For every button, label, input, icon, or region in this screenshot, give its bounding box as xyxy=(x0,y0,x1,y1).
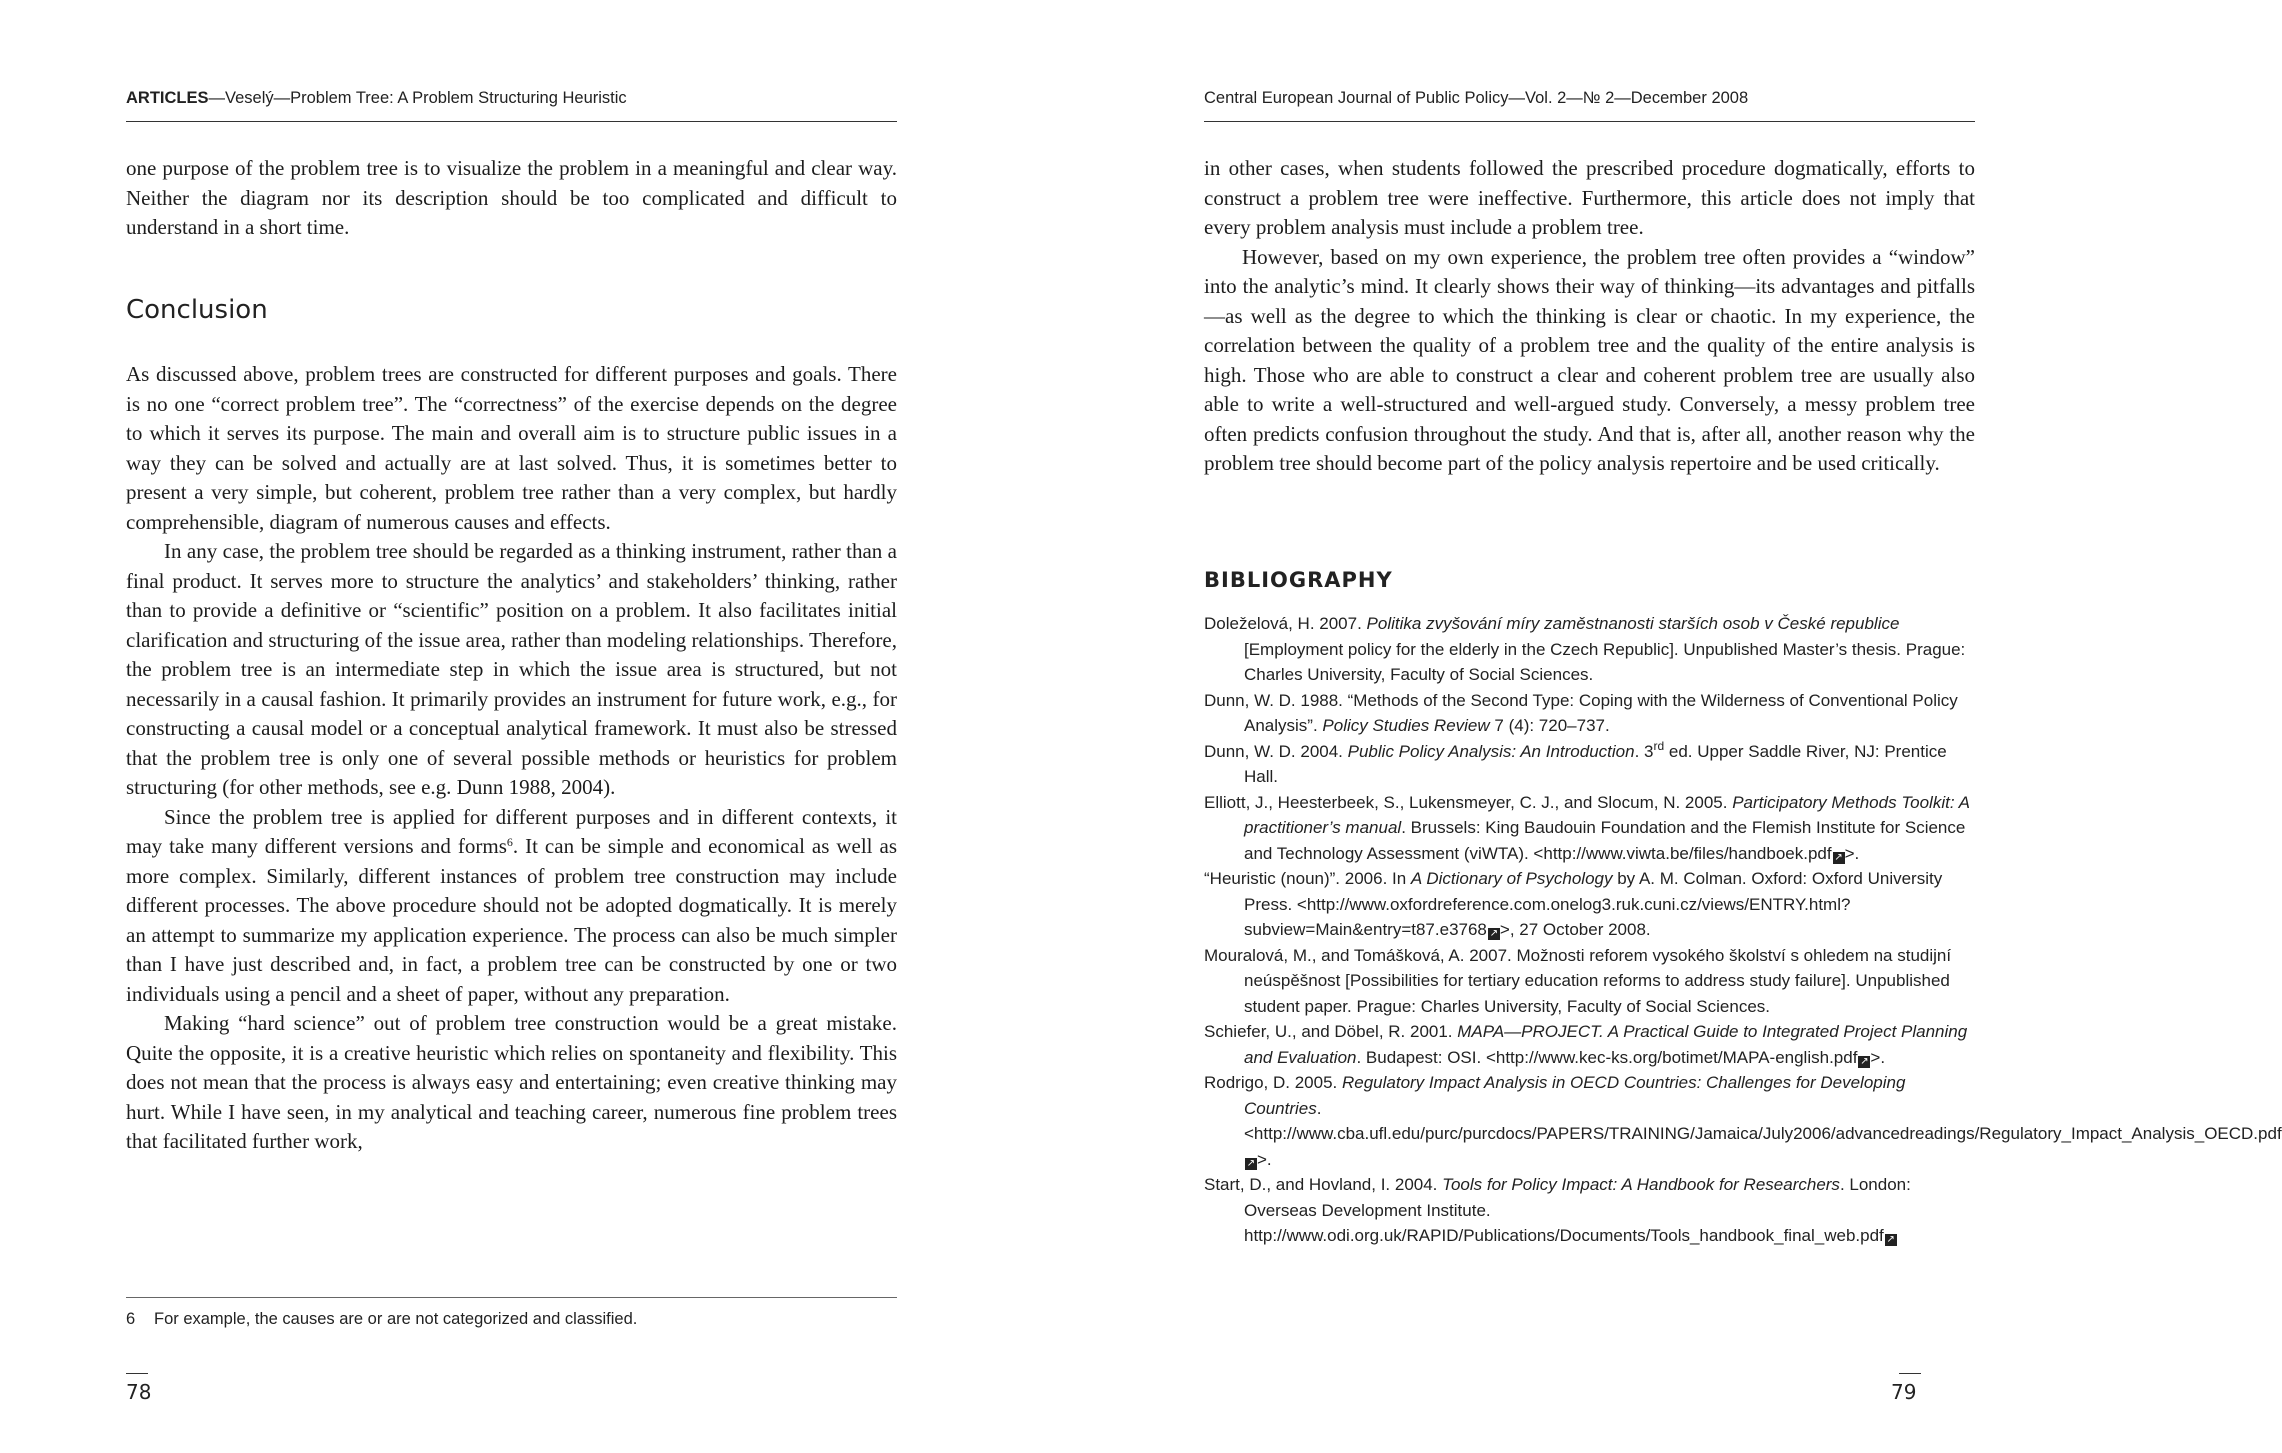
intro-paragraph: one purpose of the problem tree is to visualize the problem in a meaningful and clear way. Neither the diagram nor its description should be too complicated and difficult to understand in a short time. xyxy=(126,156,897,239)
conclusion-heading-wrap xyxy=(126,295,897,325)
bibliography-entry xyxy=(1204,1019,1975,1070)
right-page xyxy=(1024,0,2282,1453)
entry-text: Rodrigo, D. 2005. xyxy=(1204,1073,1342,1092)
external-link-icon[interactable]: ↗ xyxy=(1834,851,1843,863)
entry-text: 7 (4): 720–737. xyxy=(1489,716,1610,735)
entry-title: Public Policy Analysis: An Introduction xyxy=(1347,741,1635,761)
continued-body xyxy=(1204,154,1975,479)
external-link-icon[interactable]: ↗ xyxy=(1489,928,1499,939)
bibliography-entry xyxy=(1204,943,1975,1020)
entry-text: Mouralová, M., and Tomášková, A. 2007. Možnosti reforem vysokého školství s ohledem na studijní neúspěšnost [Possibilities for tertiary education reforms to address study failure]. Unpublished student paper. Prague: Charles University, Faculty of Social Sciences. xyxy=(1204,945,1952,1016)
entry-text: >. xyxy=(1844,843,1860,863)
bibliography xyxy=(1204,611,2282,1249)
entry-text: . <http://www.cba.ufl.edu/purc/purcdocs/PAPERS/TRAINING/Jamaica/July2006/advancedreadings/Regulatory_Impact_Analysis_OECD.pdf xyxy=(1244,1098,2282,1143)
intro-text xyxy=(126,154,897,243)
entry-text: Elliott, J., Heesterbeek, S., Lukensmeyer, C. J., and Slocum, N. 2005. xyxy=(1204,792,1733,812)
entry-title: Tools for Policy Impact: A Handbook for Researchers xyxy=(1442,1175,1840,1194)
bibliography-entry xyxy=(1204,866,1975,943)
left-page xyxy=(0,0,1024,1453)
paragraph: Making “hard science” out of problem tree construction would be a great mistake. Quite the opposite, it is a creative heuristic which relies on spontaneity and flexibility. This does not mean that the process is always easy and entertaining; even creative thinking may hurt. While I have seen, in my analytical and teaching career, numerous fine problem trees that facilitated further work, xyxy=(126,1011,897,1153)
entry-text: >. xyxy=(1257,1149,1272,1169)
paragraph-with-footnote xyxy=(126,803,897,1010)
bibliography-entry xyxy=(1204,688,1975,739)
entry-title: Participatory Methods Toolkit: A practitioner’s manual xyxy=(1244,792,1970,837)
bibliography-entry xyxy=(1204,611,1975,688)
external-link-icon[interactable]: ↗ xyxy=(1886,1234,1895,1245)
bibliography-entry xyxy=(1204,1172,1975,1249)
entry-text: Start, D., and Hovland, I. 2004. xyxy=(1204,1175,1443,1194)
footnote-text: For example, the causes are or are not categorized and classified. xyxy=(154,1310,638,1328)
entry-text: . Budapest: OSI. <http://www.kec-ks.org/botimet/MAPA-english.pdf xyxy=(1356,1047,1858,1067)
entry-text: . London: Overseas Development Institute. http://www.odi.org.uk/RAPID/Publications/Documents/Tools_handbook_final_web.pdf xyxy=(1244,1175,1911,1245)
paragraph: However, based on my own experience, the problem tree often provides a “window” into the analytic’s mind. It clearly shows their way of thinking—its advantages and pitfalls—as well as the degree to which the thinking is clear or chaotic. In my experience, the correlation between the quality of a problem tree and the quality of the entire analysis is high. Those who are able to construct a clear and coherent problem tree are usually also able to write a well-structured and well-argued study. Conversely, a messy problem tree often predicts confusion throughout the study. And that is, after all, another reason why the problem tree should become part of the policy analysis repertoire and be used critically. xyxy=(1204,244,1975,475)
entry-text: Schiefer, U., and Döbel, R. 2001. xyxy=(1204,1022,1458,1041)
entry-text: Dunn, W. D. 2004. xyxy=(1204,741,1348,761)
entry-text: . Brussels: King Baudouin Foundation and the Flemish Institute for Science and Technology Assessment (viWTA). <http://www.viwta.be/files/handboek.pdf xyxy=(1244,818,1966,863)
ordinal-suffix: rd xyxy=(1653,738,1665,753)
paragraph: In any case, the problem tree should be regarded as a thinking instrument, rather than a final product. It serves more to structure the analytics’ and stakeholders’ thinking, rather than to provide a definitive or “scientific” position on a problem. It also facilitates initial clarification and structuring of the issue area, rather than modeling relationships. Therefore, the problem tree is an intermediate step in which the issue area is structured, but not necessarily in a causal fashion. It primarily provides an instrument for future work, e.g., for constructing a causal model or a conceptual analytical framework. It must also be stressed that the problem tree is only one of several possible methods or heuristics for problem structuring (for other methods, see e.g. Dunn 1988, 2004). xyxy=(126,539,897,799)
bibliography-entry xyxy=(1204,790,1975,867)
folio-rule xyxy=(1899,1373,1921,1374)
section-title: Conclusion xyxy=(126,295,268,325)
conclusion-body xyxy=(126,360,897,1157)
entry-title: MAPA—PROJECT. A Practical Guide to Integrated Project Planning and Evaluation xyxy=(1244,1022,1968,1067)
entry-text: Dunn, W. D. 1988. “Methods of the Second Type: Coping with the Wilderness of Conventional Policy Analysis”. xyxy=(1204,690,1958,735)
entry-text: Doleželová, H. 2007. xyxy=(1204,614,1367,633)
paragraph-text: Since the problem tree is applied for different purposes and in different contexts, it may take many different versions and forms xyxy=(126,804,897,858)
folio-rule xyxy=(126,1373,148,1374)
entry-title: Policy Studies Review xyxy=(1322,716,1490,735)
running-head-left xyxy=(126,88,897,122)
bibliography-title: BIBLIOGRAPHY xyxy=(1204,568,1393,592)
entry-title: Politika zvyšování míry zaměstnanosti starších osob v České republice xyxy=(1366,614,1900,633)
entry-text: “Heuristic (noun)”. 2006. In xyxy=(1204,869,1411,888)
footnote xyxy=(126,1310,897,1329)
page-number: 79 xyxy=(1891,1380,1917,1404)
paragraph: in other cases, when students followed the prescribed procedure dogmatically, efforts to construct a problem tree were ineffective. Furthermore, this article does not imply that every problem analysis must include a problem tree. xyxy=(1204,156,1975,239)
entry-text: by A. M. Colman. Oxford: Oxford University Press. <http://www.oxfordreference.com.onelog3.ruk.cuni.cz/views/ENTRY.html?subview=Main&entry=t87.e3768 xyxy=(1244,869,1943,939)
footnote-ref[interactable]: 6 xyxy=(506,835,513,849)
bibliography-entry xyxy=(1204,1070,2282,1172)
entry-text: . 3rd ed. Upper Saddle River, NJ: Prentice Hall. xyxy=(1244,738,1947,786)
page-number: 78 xyxy=(126,1380,152,1404)
external-link-icon[interactable]: ↗ xyxy=(1860,1055,1869,1067)
entry-text: [Employment policy for the elderly in the Czech Republic]. Unpublished Master’s thesis. Prague: Charles University, Faculty of Social Sciences. xyxy=(1244,639,1966,684)
running-head-title: —Veselý—Problem Tree: A Problem Structuring Heuristic xyxy=(208,89,627,107)
external-link-icon[interactable]: ↗ xyxy=(1246,1157,1256,1169)
footnote-divider xyxy=(126,1297,897,1298)
bibliography-list xyxy=(1204,611,2282,1249)
running-head-section: ARTICLES xyxy=(126,89,209,107)
bibliography-heading-wrap xyxy=(1204,568,1975,592)
entry-text: >. xyxy=(1870,1047,1886,1067)
bibliography-entry xyxy=(1204,739,1975,790)
running-head-right: Central European Journal of Public Policy—Vol. 2—№ 2—December 2008 xyxy=(1204,88,1975,122)
entry-title: A Dictionary of Psychology xyxy=(1410,869,1613,888)
paragraph: As discussed above, problem trees are constructed for different purposes and goals. There is no one “correct problem tree”. The “correctness” of the exercise depends on the degree to which it serves its purpose. The main and overall aim is to structure public issues in a way they can be solved and actually are at last solved. Thus, it is sometimes better to present a very simple, but coherent, problem tree rather than a very complex, but hardly comprehensible, diagram of numerous causes and effects. xyxy=(126,362,897,534)
entry-title: Regulatory Impact Analysis in OECD Countries: Challenges for Developing Countries xyxy=(1244,1073,1906,1118)
entry-text: >, 27 October 2008. xyxy=(1499,920,1651,939)
paragraph-text: . It can be simple and economical as well as more complex. Similarly, different instances of problem tree construction may include different processes. The above procedure should not be adopted dogmatically. It is merely an attempt to summarize my application experience. The process can also be much simpler than I have just described and, in fact, a problem tree can be constructed by one or two individuals using a pencil and a sheet of paper, without any preparation. xyxy=(126,834,897,1006)
footnote-number: 6 xyxy=(126,1310,136,1328)
